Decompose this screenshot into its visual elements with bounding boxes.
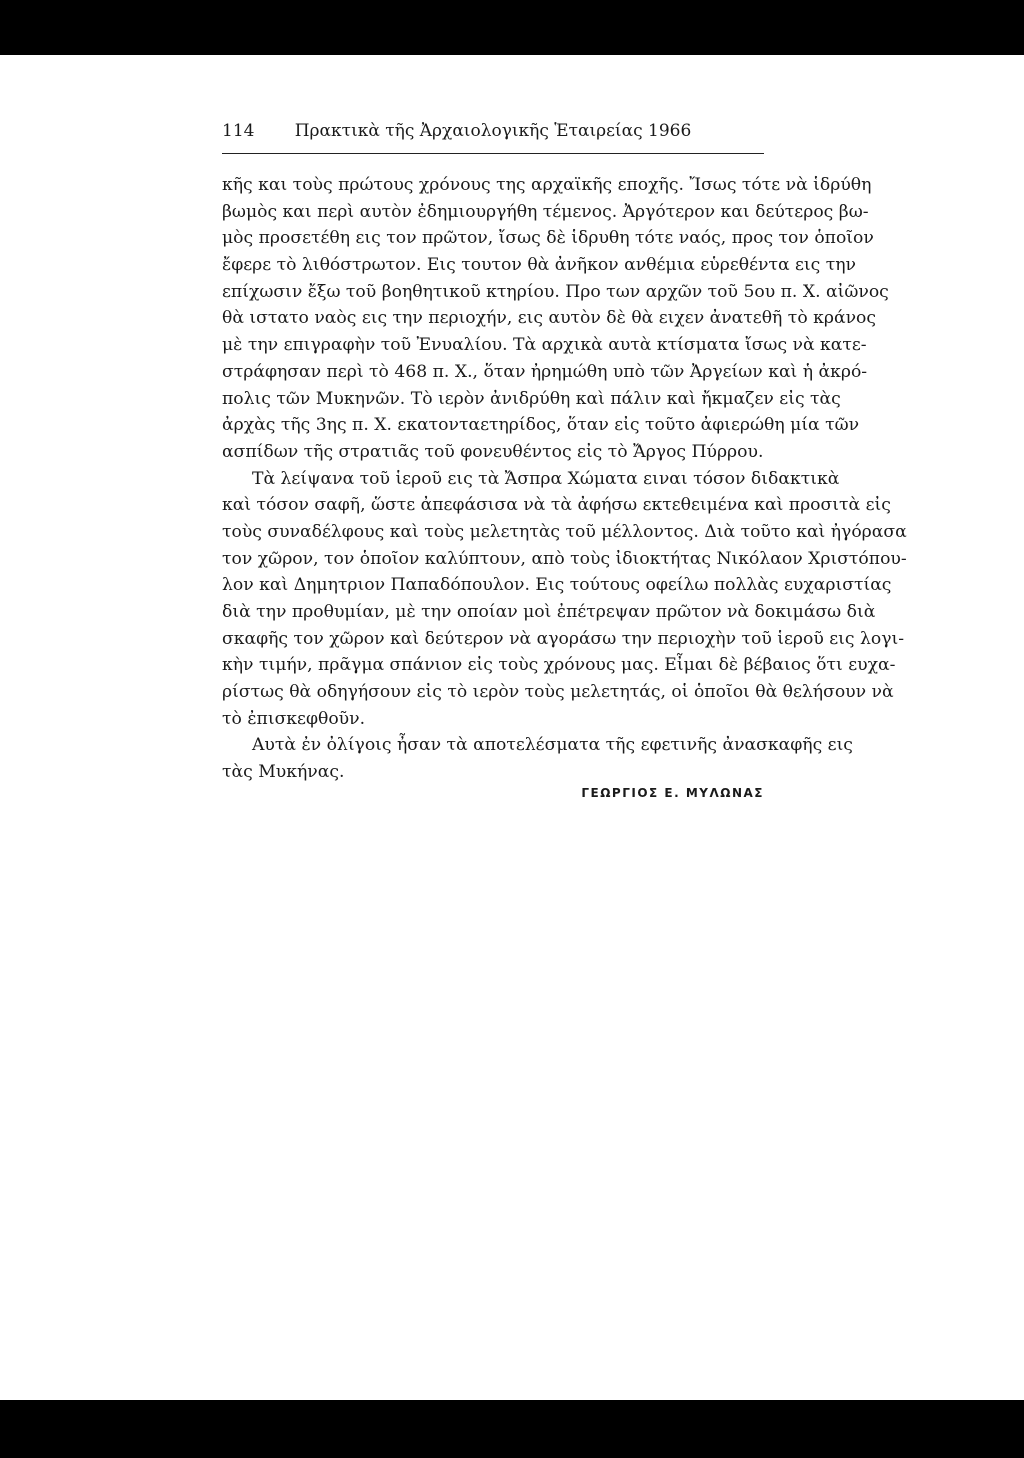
text-line: βωμὸς και περὶ αυτὸν ἐδημιουργήθη τέμενος. Ἀργότερον και δεύτερος βω- xyxy=(222,201,869,222)
page-number: 114 xyxy=(222,121,255,141)
body-text xyxy=(222,172,907,812)
text-line: μὲ την επιγραφὴν τοῦ Ἐνυαλίου. Τὰ αρχικὰ αυτὰ κτίσματα ἴσως νὰ κατε- xyxy=(222,335,867,356)
text-line: επίχωσιν ἔξω τοῦ βοηθητικοῦ κτηρίου. Προ των αρχῶν τοῦ 5ου π. Χ. αἰῶνος xyxy=(222,281,889,302)
text-line: σκαφῆς τον χῶρον καὶ δεύτερον νὰ αγοράσω την περιοχὴν τοῦ ἱεροῦ εις λογι- xyxy=(222,628,905,649)
text-line: ασπίδων τῆς στρατιᾶς τοῦ φονευθέντος εἰς τὸ Ἄργος Πύρρου. xyxy=(222,441,764,462)
running-title: Πρακτικὰ τῆς Ἀρχαιολογικῆς Ἑταιρείας 1966 xyxy=(294,121,692,141)
text-line: τον χῶρον, τον ὁποῖον καλύπτουν, απὸ τοὺς ἰδιοκτήτας Νικόλαον Χριστόπου- xyxy=(222,548,907,569)
text-line: διὰ την προθυμίαν, μὲ την οποίαν μοὶ ἐπέτρεψαν πρῶτον νὰ δοκιμάσω διὰ xyxy=(222,602,876,622)
text-line: ἔφερε τὸ λιθόστρωτον. Εις τουτον θὰ ἀνῆκον ανθέμια εὑρεθέντα εις την xyxy=(222,255,857,276)
text-line: θὰ ιστατο ναὸς εις την περιοχήν, εις αυτὸν δὲ θὰ ειχεν ἀνατεθῆ τὸ κράνος xyxy=(222,308,877,329)
text-line: τὰς Μυκήνας. xyxy=(222,762,345,783)
text-line: κῆς και τοὺς πρώτους χρόνους της αρχαϊκῆς εποχῆς. Ἴσως τότε νὰ ἱδρύθη xyxy=(222,175,872,195)
text-line: Αυτὰ ἐν ὀλίγοις ἦσαν τὰ αποτελέσματα τῆς εφετινῆς ἀνασκαφῆς εις xyxy=(252,735,853,756)
running-header xyxy=(222,121,764,154)
text-line: ρίστως θὰ οδηγήσουν εἰς τὸ ιερὸν τοὺς μελετητάς, οἱ ὁποῖοι θὰ θελήσουν νὰ xyxy=(222,682,894,703)
text-line: τὸ ἐπισκεφθοῦν. xyxy=(222,708,366,729)
text-line: τοὺς συναδέλφους καὶ τοὺς μελετητὰς τοῦ μέλλοντος. Διὰ τοῦτο καὶ ἠγόρασα xyxy=(222,521,907,542)
text-line: στράφησαν περὶ τὸ 468 π. Χ., ὅταν ἠρημώθη υπὸ τῶν Ἀργείων καὶ ἡ ἀκρό- xyxy=(222,361,868,382)
text-line: λον καὶ Δημητριον Παπαδόπουλον. Εις τούτους οφείλω πολλὰς ευχαριστίας xyxy=(222,575,892,596)
text-line: πολις τῶν Μυκηνῶν. Τὸ ιερὸν ἀνιδρύθη καὶ πάλιν καὶ ἤκμαζεν εἰς τὰς xyxy=(222,388,841,409)
text-line: κὴν τιμήν, πρᾶγμα σπάνιον εἰς τοὺς χρόνους μας. Εἶμαι δὲ βέβαιος ὅτι ευχα- xyxy=(222,655,896,676)
text-line: καὶ τόσον σαφῆ, ὥστε ἀπεφάσισα νὰ τὰ ἀφήσω εκτεθειμένα καὶ προσιτὰ εἰς xyxy=(222,495,891,516)
signature-row xyxy=(222,786,764,812)
text-line: ἀρχὰς τῆς 3ης π. Χ. εκατονταετηρίδος, ὅταν εἰς τοῦτο ἀφιερώθη μία τῶν xyxy=(222,415,860,436)
author-signature: ΓΕΩΡΓΙΟΣ Ε. ΜΥΛΩΝΑΣ xyxy=(581,785,764,800)
text-line: μὸς προσετέθη εις τον πρῶτον, ἴσως δὲ ἱδρυθη τότε ναός, προς τον ὁποῖον xyxy=(222,228,874,249)
text-line: Τὰ λείψανα τοῦ ἱεροῦ εις τὰ Ἄσπρα Χώματα ειναι τόσον διδακτικὰ xyxy=(252,468,840,489)
